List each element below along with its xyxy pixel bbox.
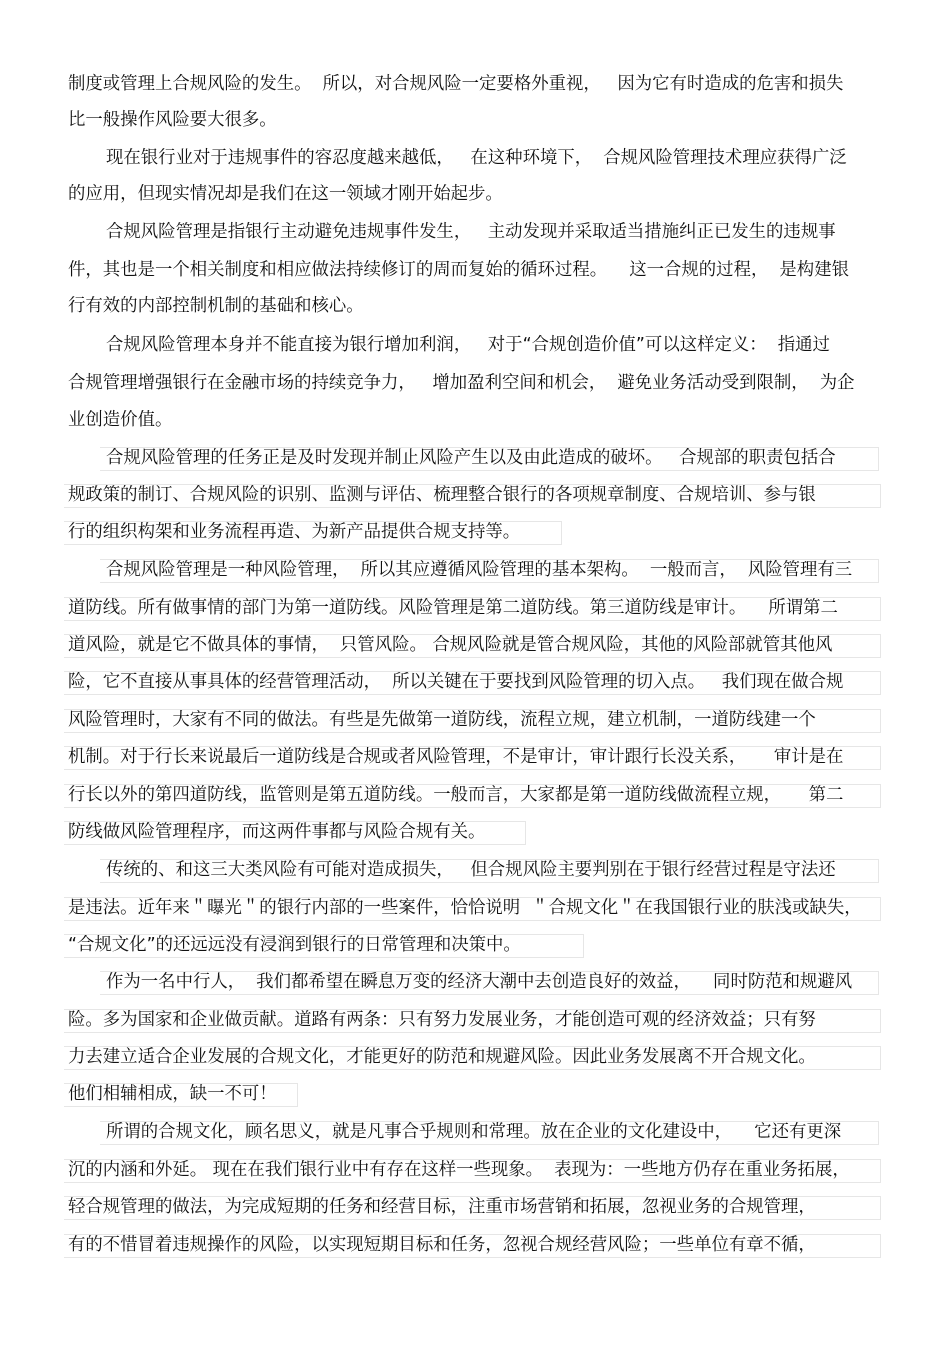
text-line: 行的组织构架和业务流程再造、为新产品提供合规支持等。 [68,522,521,542]
text-line: 险，它不直接从事具体的经营管理活动， 所以关键在于要找到风险管理的切入点。 我们现在做合规 [68,672,844,692]
text-line: 现在银行业对于违规事件的容忍度越来越低， 在这种环境下， 合规风险管理技术理应获得广泛 [106,148,847,168]
text-line: 合规风险管理是一种风险管理， 所以其应遵循风险管理的基本架构。 一般而言， 风险管理有三 [106,560,853,580]
text-line: 合规风险管理本身并不能直接为银行增加利润， 对于“合规创造价值”可以这样定义： 指通过 [106,335,830,355]
text-line: 的应用，但现实情况却是我们在这一领域才刚开始起步。 [68,184,503,204]
text-line: 有的不惜冒着违规操作的风险，以实现短期目标和任务，忽视合规经营风险；一些单位有章不循， [68,1235,816,1255]
text-line: 风险管理时，大家有不同的做法。有些是先做第一道防线，流程立规，建立机制，一道防线建一个 [68,710,816,730]
text-line: 道风险，就是它不做具体的事情， 只管风险。 合规风险就是管合规风险，其他的风险部就管其他风 [68,635,833,655]
text-line: “合规文化”的还远远没有浸润到银行的日常管理和决策中。 [68,935,521,955]
text-line: 道防线。所有做事情的部门为第一道防线。风险管理是第二道防线。第三道防线是审计。 所谓第二 [68,598,838,618]
text-line: 机制。对于行长来说最后一道防线是合规或者风险管理，不是审计，审计跟行长没关系， 审计是在 [68,747,844,767]
text-line: 制度或管理上合规风险的发生。 所以，对合规风险一定要格外重视， 因为它有时造成的危害和损失 [68,74,844,94]
text-line: 所谓的合规文化，顾名思义，就是凡事合乎规则和常理。放在企业的文化建设中， 它还有更深 [106,1122,842,1142]
text-line: 沉的内涵和外延。 现在在我们银行业中有存在这样一些现象。 表现为：一些地方仍存在重业务拓展， [68,1160,850,1180]
text-line: 传统的、和这三大类风险有可能对造成损失， 但合规风险主要判别在于银行经营过程是守法还 [106,860,836,880]
text-line: 合规管理增强银行在金融市场的持续竞争力， 增加盈利空间和机会， 避免业务活动受到限制， 为企 [68,373,855,393]
text-line: 合规风险管理是指银行主动避免违规事件发生， 主动发现并采取适当措施纠正已发生的违规事 [106,222,836,242]
text-line: 险。多为国家和企业做贡献。道路有两条：只有努力发展业务，才能创造可观的经济效益；只有努 [68,1010,816,1030]
text-line: 是违法。近年来＂曝光＂的银行内部的一些案件，恰恰说明 ＂合规文化＂在我国银行业的肤浅或缺失， [68,898,862,918]
text-line: 力去建立适合企业发展的合规文化，才能更好的防范和规避风险。因此业务发展离不开合规文化。 [68,1047,816,1067]
text-line: 轻合规管理的做法，为完成短期的任务和经营目标，注重市场营销和拓展，忽视业务的合规管理， [68,1197,816,1217]
text-line: 他们相辅相成，缺一不可！ [68,1084,277,1104]
text-line: 业创造价值。 [68,410,173,430]
text-line: 作为一名中行人， 我们都希望在瞬息万变的经济大潮中去创造良好的效益， 同时防范和规避风 [106,972,853,992]
text-line: 比一般操作风险要大很多。 [68,110,277,130]
text-line: 防线做风险管理程序，而这两件事都与风险合规有关。 [68,822,486,842]
text-line: 行长以外的第四道防线，监管则是第五道防线。一般而言，大家都是第一道防线做流程立规， 第二 [68,785,844,805]
text-line: 行有效的内部控制机制的基础和核心。 [68,296,364,316]
text-line: 规政策的制订、合规风险的识别、监测与评估、梳理整合银行的各项规章制度、合规培训、参与银 [68,485,816,505]
text-line: 合规风险管理的任务正是及时发现并制止风险产生以及由此造成的破坏。 合规部的职责包括合 [106,448,836,468]
text-line: 件，其也是一个相关制度和相应做法持续修订的周而复始的循环过程。 这一合规的过程， 是构建银 [68,260,849,280]
